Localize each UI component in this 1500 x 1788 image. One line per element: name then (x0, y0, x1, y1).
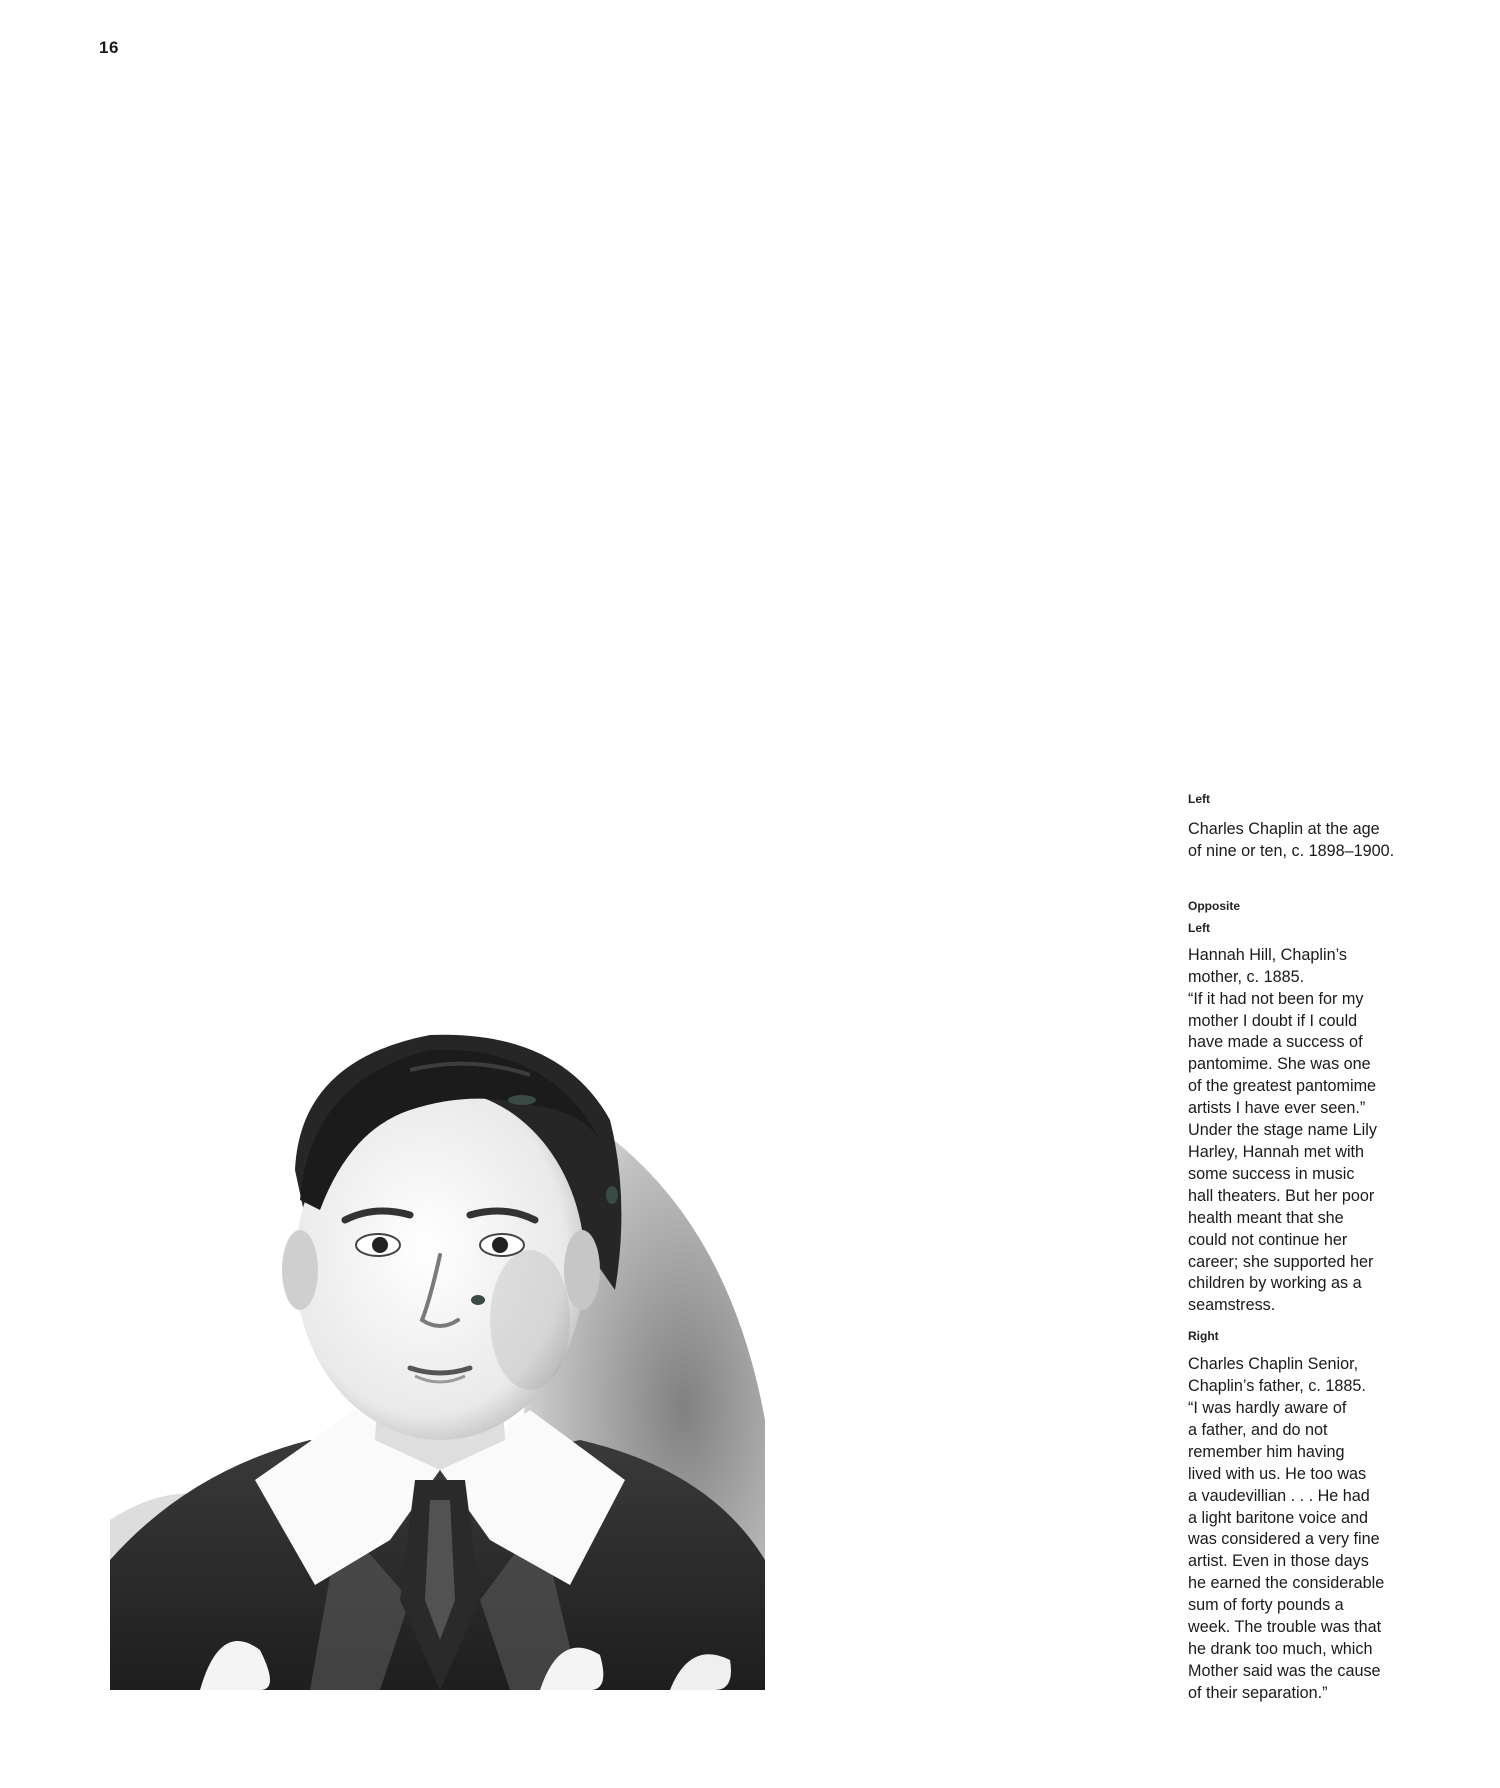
caption-column (1188, 788, 1438, 1705)
left-caption: Charles Chaplin at the age of nine or ten, c. 1898–1900. (1188, 820, 1395, 860)
right-label: Right (1188, 1329, 1219, 1344)
portrait-photo (110, 1000, 765, 1690)
page-number: 16 (99, 38, 119, 57)
hannah-caption: Hannah Hill, Chaplin’s mother, c. 1885. “If it had not been for my mother I doubt if I could have made a success of pantomime. She was one of the greatest pantomime artists I have ever seen.” Under the stage name Lily Harley, Hannah met with some success in music hall theaters. But her poor health meant that she could not continue her career; she supported her children by working as a seamstress. (1188, 945, 1377, 1315)
senior-caption: Charles Chaplin Senior, Chaplin’s father, c. 1885. “I was hardly aware of a father, and do not remember him having lived with us. He too was a vaudevillian . . . He had a light baritone voice and was considered a very fine artist. Even in those days he earned the considerable sum of forty pounds a week. The trouble was that he drank too much, which Mother said was the cause of their separation.” (1188, 1355, 1385, 1702)
opposite-left-label: Left (1188, 920, 1210, 935)
portrait-illustration (110, 1000, 765, 1690)
opposite-label: Opposite (1188, 898, 1241, 913)
left-label: Left (1188, 792, 1210, 806)
